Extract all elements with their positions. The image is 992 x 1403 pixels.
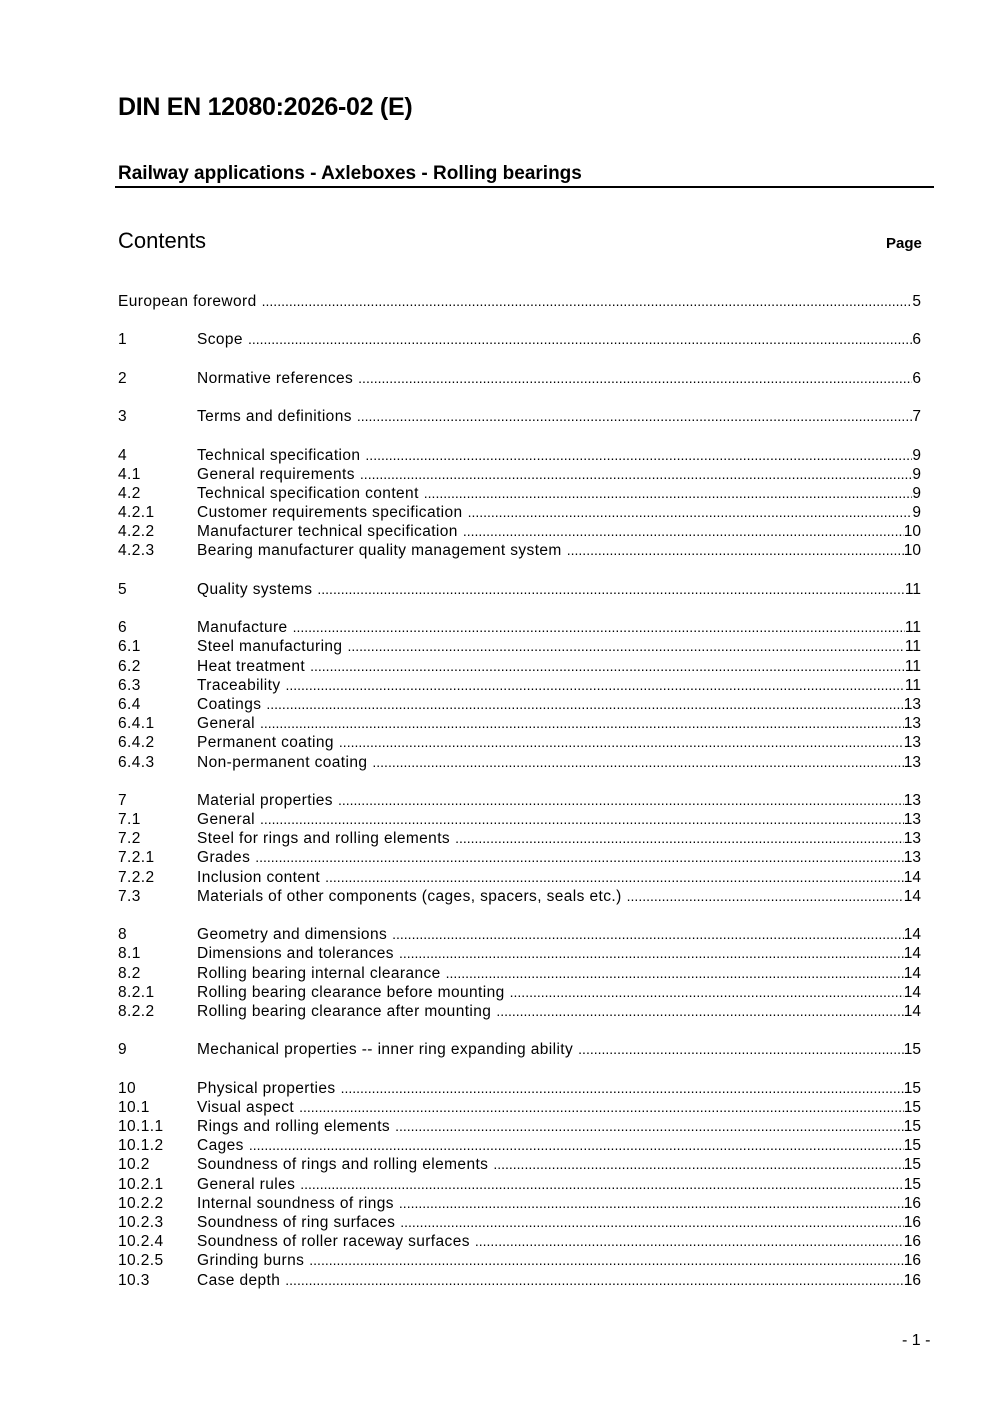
toc-dot-leader	[347, 637, 904, 656]
toc-entry-number: 6.4.1	[118, 715, 155, 733]
toc-entry-number: 7.1	[118, 811, 141, 829]
toc-entry-number: 6.1	[118, 638, 141, 656]
toc-entry-title: Technical specification	[197, 446, 361, 464]
toc-dot-leader	[493, 1155, 903, 1174]
toc-entry-title: General requirements	[197, 465, 355, 483]
toc-entry-page: 16	[903, 1271, 921, 1289]
toc-entry-title: Soundness of roller raceway surfaces	[197, 1233, 470, 1251]
toc-entry-number: 2	[118, 369, 128, 387]
toc-entry-page: 15	[903, 1098, 921, 1116]
toc-entry-number: 10.1	[118, 1098, 150, 1116]
toc-entry-number: 9	[118, 1041, 128, 1059]
toc-entry-page: 13	[903, 811, 921, 829]
toc-entry-title: Steel manufacturing	[197, 638, 343, 656]
toc-dot-leader	[310, 657, 905, 676]
toc-entry[interactable]	[118, 369, 921, 388]
toc-entry-number: 10.2.3	[118, 1214, 164, 1231]
toc-entry[interactable]	[118, 753, 921, 772]
toc-entry-title: Permanent coating	[197, 734, 334, 752]
toc-entry-title: Rolling bearing clearance before mounting	[197, 983, 505, 1001]
toc-entry-page: 16	[903, 1194, 921, 1212]
toc-entry-number: 10.2.4	[118, 1233, 164, 1251]
toc-entry-title: Grades	[197, 849, 251, 867]
toc-dot-leader	[578, 1040, 904, 1059]
toc-entry[interactable]	[118, 1271, 921, 1290]
toc-entry[interactable]	[118, 925, 921, 944]
toc-entry-number: 6.3	[118, 676, 141, 694]
toc-entry-title: Visual aspect	[197, 1098, 295, 1116]
toc-dot-leader	[262, 292, 913, 311]
toc-entry-page: 5	[912, 293, 921, 310]
toc-entry-page: 13	[903, 695, 921, 713]
toc-dot-leader	[446, 964, 904, 983]
toc-entry-number: 7.2	[118, 830, 141, 848]
toc-entry-page: 9	[912, 446, 921, 464]
toc-entry[interactable]	[118, 1175, 921, 1194]
toc-dot-leader	[365, 446, 912, 465]
toc-entry-title: Mechanical properties -- inner ring expanding ability	[197, 1041, 574, 1059]
toc-entry-page: 9	[912, 484, 921, 502]
toc-entry-number: 8.1	[118, 945, 141, 963]
toc-entry-number: 4.1	[118, 465, 141, 483]
toc-entry[interactable]	[118, 618, 921, 637]
toc-entry-page: 10	[903, 542, 921, 560]
toc-entry[interactable]	[118, 1251, 921, 1270]
toc-entry-number: 10.1.2	[118, 1137, 164, 1155]
toc-dot-leader	[510, 983, 904, 1002]
toc-entry-number: 4.2.2	[118, 523, 155, 541]
toc-entry-page: 11	[904, 657, 921, 675]
toc-entry[interactable]	[118, 829, 921, 848]
toc-dot-leader	[399, 944, 904, 963]
toc-entry-number: 7.3	[118, 887, 141, 905]
toc-entry[interactable]	[118, 887, 921, 906]
toc-entry-page: 15	[903, 1079, 921, 1097]
toc-entry-page: 7	[912, 408, 921, 426]
toc-entry-number: 7.2.1	[118, 849, 155, 867]
toc-entry-page: 10	[903, 523, 921, 541]
toc-dot-leader	[424, 484, 913, 503]
toc-entry-title: Heat treatment	[197, 657, 306, 675]
toc-dot-leader	[309, 1251, 903, 1270]
toc-entry-title: Coatings	[197, 695, 262, 713]
toc-entry-page: 13	[903, 830, 921, 848]
toc-entry-number: 8.2.1	[118, 983, 155, 1001]
document-subtitle: Railway applications - Axleboxes - Rolling bearings	[118, 163, 582, 184]
toc-entry[interactable]	[118, 868, 921, 887]
toc-dot-leader	[455, 829, 904, 848]
toc-entry-title: Manufacturer technical specification	[197, 523, 458, 541]
toc-entry-title: Material properties	[197, 791, 333, 809]
toc-entry-title: Manufacture	[197, 619, 288, 637]
toc-entry-number: 10.3	[118, 1271, 150, 1289]
toc-entry[interactable]	[118, 465, 921, 484]
toc-entry[interactable]	[118, 484, 921, 503]
toc-entry-page: 16	[903, 1214, 921, 1231]
toc-entry-number: 6.2	[118, 657, 141, 675]
toc-entry-title: General	[197, 715, 255, 733]
toc-entry-page: 14	[903, 983, 921, 1001]
toc-entry-number: 4.2	[118, 484, 141, 502]
toc-entry-title: Technical specification content	[197, 484, 419, 502]
toc-entry-title: Non-permanent coating	[197, 753, 368, 771]
toc-entry-number: 5	[118, 580, 128, 598]
toc-entry-title: Case depth	[197, 1271, 281, 1289]
toc-entry-number: 10.1.1	[118, 1118, 164, 1136]
toc-entry-title: Steel for rings and rolling elements	[197, 830, 451, 848]
toc-dot-leader	[249, 1136, 904, 1155]
toc-entry[interactable]	[118, 503, 921, 522]
toc-entry-page: 13	[903, 849, 921, 867]
toc-entry-title: Physical properties	[197, 1079, 336, 1097]
toc-entry-number: 4.2.3	[118, 542, 155, 560]
toc-entry[interactable]	[118, 810, 921, 829]
toc-dot-leader	[567, 541, 904, 560]
toc-entry-page: 15	[903, 1137, 921, 1155]
toc-entry[interactable]	[118, 1079, 921, 1098]
toc-entry-page: 13	[903, 791, 921, 809]
toc-entry-number: 8.2	[118, 964, 141, 982]
footer-page-number: - 1 -	[902, 1332, 931, 1349]
toc-dot-leader	[339, 733, 904, 752]
toc-entry-title: Normative references	[197, 369, 354, 387]
document-title: DIN EN 12080:2026-02 (E)	[118, 93, 413, 121]
toc-entry-page: 15	[903, 1118, 921, 1136]
toc-entry-page: 14	[903, 887, 921, 905]
toc-entry-title: Geometry and dimensions	[197, 926, 388, 944]
toc-entry-page: 14	[903, 1002, 921, 1020]
toc-entry-title: Soundness of rings and rolling elements	[197, 1156, 489, 1174]
toc-entry-number: 6	[118, 619, 128, 637]
toc-dot-leader	[255, 848, 904, 867]
toc-entry-page: 11	[904, 580, 921, 598]
toc-entry-page: 13	[903, 715, 921, 733]
toc-entry-title: Rolling bearing internal clearance	[197, 964, 441, 982]
toc-entry[interactable]	[118, 1002, 921, 1021]
toc-entry[interactable]	[118, 1098, 921, 1117]
toc-dot-leader	[293, 618, 905, 637]
toc-entry[interactable]	[118, 1040, 921, 1059]
page-column-heading: Page	[886, 235, 922, 252]
toc-entry[interactable]	[118, 1194, 921, 1213]
toc-entry[interactable]	[118, 676, 921, 695]
toc-entry[interactable]	[118, 580, 921, 599]
toc-dot-leader	[496, 1002, 903, 1021]
table-of-contents	[118, 292, 921, 1290]
toc-entry-title: European foreword	[118, 293, 257, 310]
toc-entry-page: 9	[912, 504, 921, 522]
toc-entry[interactable]	[118, 791, 921, 810]
toc-entry-page: 16	[903, 1233, 921, 1251]
toc-entry[interactable]	[118, 1155, 921, 1174]
toc-entry[interactable]	[118, 522, 921, 541]
toc-entry[interactable]	[118, 695, 921, 714]
toc-entry-number: 8	[118, 926, 128, 944]
toc-dot-leader	[341, 1079, 904, 1098]
toc-entry[interactable]	[118, 292, 921, 311]
toc-entry[interactable]	[118, 714, 921, 733]
toc-entry-number: 10.2.2	[118, 1194, 164, 1212]
toc-dot-leader	[358, 369, 912, 388]
toc-entry-page: 6	[912, 369, 921, 387]
toc-entry-page: 6	[912, 331, 921, 349]
toc-dot-leader	[338, 791, 904, 810]
toc-entry-number: 4	[118, 446, 128, 464]
toc-entry[interactable]	[118, 1136, 921, 1155]
toc-dot-leader	[285, 676, 904, 695]
toc-entry-number: 10.2.5	[118, 1252, 164, 1270]
toc-entry-title: Rolling bearing clearance after mounting	[197, 1002, 492, 1020]
toc-entry-title: Inclusion content	[197, 868, 321, 886]
toc-entry[interactable]	[118, 964, 921, 983]
toc-dot-leader	[399, 1194, 904, 1213]
title-rule	[115, 186, 934, 188]
toc-entry[interactable]	[118, 407, 921, 426]
toc-entry-title: Traceability	[197, 676, 281, 694]
toc-entry-number: 4.2.1	[118, 504, 155, 522]
toc-entry-title: Terms and definitions	[197, 408, 352, 426]
toc-entry[interactable]	[118, 637, 921, 656]
toc-dot-leader	[317, 580, 905, 599]
toc-entry-number: 1	[118, 331, 128, 349]
toc-dot-leader	[372, 753, 903, 772]
toc-entry-title: General rules	[197, 1175, 296, 1193]
toc-dot-leader	[395, 1117, 904, 1136]
toc-entry[interactable]	[118, 848, 921, 867]
toc-entry-page: 14	[903, 945, 921, 963]
toc-dot-leader	[357, 407, 913, 426]
toc-dot-leader	[360, 465, 912, 484]
toc-dot-leader	[248, 330, 912, 349]
toc-entry-page: 11	[904, 638, 921, 656]
toc-dot-leader	[260, 714, 904, 733]
toc-dot-leader	[468, 503, 913, 522]
toc-dot-leader	[475, 1232, 904, 1251]
toc-dot-leader	[463, 522, 904, 541]
toc-dot-leader	[627, 887, 904, 906]
toc-entry-number: 6.4	[118, 695, 141, 713]
toc-entry-page: 9	[912, 465, 921, 483]
toc-entry-number: 6.4.3	[118, 753, 155, 771]
toc-entry-title: Internal soundness of rings	[197, 1194, 394, 1212]
toc-entry[interactable]	[118, 944, 921, 963]
toc-entry-number: 7.2.2	[118, 868, 155, 886]
toc-entry[interactable]	[118, 446, 921, 465]
toc-entry-title: Materials of other components (cages, spacers, seals etc.)	[197, 887, 622, 905]
toc-entry-number: 8.2.2	[118, 1002, 155, 1020]
toc-entry[interactable]	[118, 1213, 921, 1232]
toc-entry-number: 6.4.2	[118, 734, 155, 752]
toc-dot-leader	[299, 1098, 904, 1117]
toc-entry[interactable]	[118, 541, 921, 560]
toc-entry-title: Grinding burns	[197, 1252, 305, 1270]
toc-entry-title: Cages	[197, 1137, 244, 1155]
toc-entry-title: Scope	[197, 331, 243, 349]
toc-entry-page: 14	[903, 964, 921, 982]
toc-entry[interactable]	[118, 1117, 921, 1136]
toc-entry-title: Soundness of ring surfaces	[197, 1214, 396, 1231]
toc-entry[interactable]	[118, 733, 921, 752]
toc-entry-number: 10.2.1	[118, 1175, 164, 1193]
toc-dot-leader	[285, 1271, 903, 1290]
toc-entry-title: Bearing manufacturer quality management system	[197, 542, 562, 560]
toc-dot-leader	[392, 925, 904, 944]
toc-entry-number: 10.2	[118, 1156, 150, 1174]
toc-entry-page: 11	[904, 676, 921, 694]
toc-entry[interactable]	[118, 983, 921, 1002]
toc-dot-leader	[266, 695, 903, 714]
toc-entry-page: 16	[903, 1252, 921, 1270]
toc-entry-number: 10	[118, 1079, 137, 1097]
toc-entry[interactable]	[118, 657, 921, 676]
toc-entry-page: 13	[903, 753, 921, 771]
toc-entry-number: 7	[118, 791, 128, 809]
contents-heading: Contents	[118, 228, 207, 253]
toc-dot-leader	[260, 810, 904, 829]
toc-entry-page: 13	[903, 734, 921, 752]
toc-entry-page: 14	[903, 868, 921, 886]
toc-dot-leader	[325, 868, 904, 887]
toc-entry[interactable]	[118, 1232, 921, 1251]
toc-entry-page: 14	[903, 926, 921, 944]
toc-entry-title: General	[197, 811, 255, 829]
toc-entry-title: Rings and rolling elements	[197, 1118, 391, 1136]
toc-entry-number: 3	[118, 408, 128, 426]
toc-dot-leader	[400, 1213, 904, 1232]
toc-entry-title: Quality systems	[197, 580, 313, 598]
toc-entry[interactable]	[118, 330, 921, 349]
toc-entry-page: 11	[904, 619, 921, 637]
toc-entry-title: Dimensions and tolerances	[197, 945, 394, 963]
toc-entry-page: 15	[903, 1156, 921, 1174]
toc-dot-leader	[300, 1175, 904, 1194]
toc-entry-title: Customer requirements specification	[197, 504, 463, 522]
toc-entry-page: 15	[903, 1175, 921, 1193]
toc-entry-page: 15	[903, 1041, 921, 1059]
